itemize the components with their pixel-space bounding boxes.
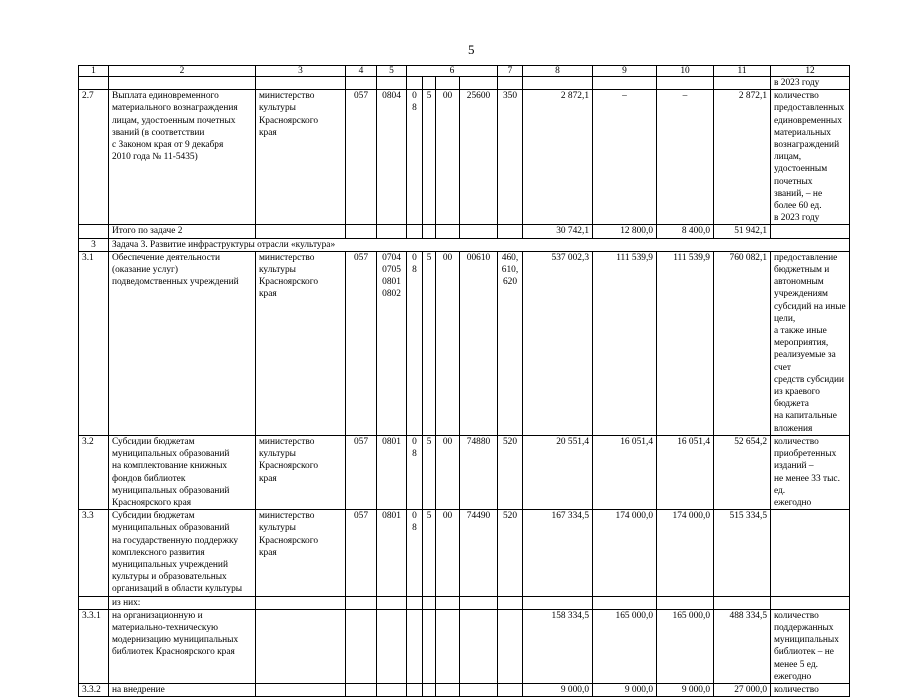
table-row: [79, 683, 850, 696]
row-rzpr: 0801: [377, 435, 407, 509]
header-cell: 3: [256, 66, 346, 77]
row-rzpr: 0704 0705 0801 0802: [377, 251, 407, 435]
total-label: Итого по задаче 2: [109, 225, 256, 238]
row-grbs: 057: [346, 90, 377, 225]
row-result: предоставление бюджетным и автономным учреждениям субсидий на иные цели, а также иные мероприятия, реализуемые за счет средств субсидии из краевого бюджета на капитальные вложения: [771, 251, 850, 435]
row-csr: 08: [407, 90, 423, 225]
row-number: 3.3.2: [79, 683, 109, 696]
row-value: –: [657, 90, 714, 225]
row-number: 2.7: [79, 90, 109, 225]
header-cell: 6: [407, 66, 498, 77]
header-cell: 10: [657, 66, 714, 77]
row-value: 52 654,2: [714, 435, 771, 509]
row-csr: 08: [407, 435, 423, 509]
row-result: количество приобретенных изданий – не менее 33 тыс. ед. ежегодно: [771, 435, 850, 509]
row-csr: 00610: [460, 251, 498, 435]
row-value: 2 872,1: [523, 90, 593, 225]
row-name: Обеспечение деятельности (оказание услуг) подведомственных учреждений: [109, 251, 256, 435]
row-csr: 5: [423, 510, 436, 596]
row-csr: 00: [436, 251, 460, 435]
row-result: количество поддержанных муниципальных библиотек – не менее 5 ед. ежегодно: [771, 609, 850, 683]
row-vr: 350: [498, 90, 523, 225]
row-csr: 08: [407, 510, 423, 596]
row-csr: 00: [436, 510, 460, 596]
row-csr: 5: [423, 251, 436, 435]
header-row: [79, 66, 850, 77]
row-name: Выплата единовременного материального вознаграждения лицам, удостоенным почетных званий (в соответствии с Законом края от 9 декабря 2010 года № 11-5435): [109, 90, 256, 225]
row-value: 760 082,1: [714, 251, 771, 435]
subheading-row: [79, 596, 850, 609]
row-number: 3.2: [79, 435, 109, 509]
row-ministry: министерство культуры Красноярского края: [256, 435, 346, 509]
row-rzpr: 0801: [377, 510, 407, 596]
row-value: 488 334,5: [714, 609, 771, 683]
task-row: [79, 238, 850, 251]
continuation-text: в 2023 году: [771, 77, 850, 90]
row-vr: 460, 610, 620: [498, 251, 523, 435]
row-value: 2 872,1: [714, 90, 771, 225]
header-cell: 4: [346, 66, 377, 77]
row-rzpr: 0804: [377, 90, 407, 225]
row-value: 174 000,0: [657, 510, 714, 596]
row-value: 165 000,0: [657, 609, 714, 683]
row-result: [771, 510, 850, 596]
row-csr: 08: [407, 251, 423, 435]
header-cell: 7: [498, 66, 523, 77]
table-row: [79, 90, 850, 225]
row-value: 9 000,0: [523, 683, 593, 696]
row-csr: 25600: [460, 90, 498, 225]
row-value: 16 051,4: [593, 435, 657, 509]
header-cell: 8: [523, 66, 593, 77]
row-csr: 5: [423, 435, 436, 509]
program-table: [78, 65, 850, 697]
row-name: на организационную и материально-техническую модернизацию муниципальных библиотек Красноярского края: [109, 609, 256, 683]
table-row: [79, 251, 850, 435]
row-csr: 00: [436, 90, 460, 225]
row-value: 9 000,0: [657, 683, 714, 696]
task-title: Задача 3. Развитие инфраструктуры отрасли «культура»: [109, 238, 850, 251]
header-cell: 1: [79, 66, 109, 77]
row-value: 165 000,0: [593, 609, 657, 683]
total-row: [79, 225, 850, 238]
row-ministry: министерство культуры Красноярского края: [256, 90, 346, 225]
row-value: 167 334,5: [523, 510, 593, 596]
row-number: 3.1: [79, 251, 109, 435]
row-result: количество предоставленных единовременных материальных вознаграждений лицам, удостоенным почетных званий, – не более 60 ед. в 2023 году: [771, 90, 850, 225]
row-name: Субсидии бюджетам муниципальных образований на государственную поддержку комплексного развития муниципальных учреждений культуры и образовательных организаций в области культуры: [109, 510, 256, 596]
row-value: 27 000,0: [714, 683, 771, 696]
header-cell: 12: [771, 66, 850, 77]
header-cell: 11: [714, 66, 771, 77]
row-ministry: министерство культуры Красноярского края: [256, 510, 346, 596]
row-name: Субсидии бюджетам муниципальных образований на комплектование книжных фондов библиотек муниципальных образований Красноярского края: [109, 435, 256, 509]
continuation-row: [79, 77, 850, 90]
row-vr: 520: [498, 510, 523, 596]
header-cell: 9: [593, 66, 657, 77]
row-value: 111 539,9: [657, 251, 714, 435]
row-number: 3.3: [79, 510, 109, 596]
row-number: 3.3.1: [79, 609, 109, 683]
page-number: 5: [468, 42, 475, 57]
row-value: –: [593, 90, 657, 225]
table-row: [79, 609, 850, 683]
table-row: [79, 510, 850, 596]
row-value: 20 551,4: [523, 435, 593, 509]
task-number: 3: [79, 238, 109, 251]
total-value: 12 800,0: [593, 225, 657, 238]
row-value: 16 051,4: [657, 435, 714, 509]
row-csr: 00: [436, 435, 460, 509]
row-grbs: 057: [346, 510, 377, 596]
row-vr: 520: [498, 435, 523, 509]
row-csr: 5: [423, 90, 436, 225]
table-row: [79, 435, 850, 509]
header-cell: 2: [109, 66, 256, 77]
row-csr: 74880: [460, 435, 498, 509]
row-ministry: министерство культуры Красноярского края: [256, 251, 346, 435]
row-value: 158 334,5: [523, 609, 593, 683]
row-result: количество: [771, 683, 850, 696]
row-csr: 74490: [460, 510, 498, 596]
row-grbs: 057: [346, 251, 377, 435]
row-value: 515 334,5: [714, 510, 771, 596]
row-value: 174 000,0: [593, 510, 657, 596]
header-cell: 5: [377, 66, 407, 77]
row-grbs: 057: [346, 435, 377, 509]
subheading-label: из них:: [109, 596, 256, 609]
row-value: 9 000,0: [593, 683, 657, 696]
total-value: 30 742,1: [523, 225, 593, 238]
row-name: на внедрение: [109, 683, 256, 696]
row-value: 537 002,3: [523, 251, 593, 435]
row-value: 111 539,9: [593, 251, 657, 435]
total-value: 8 400,0: [657, 225, 714, 238]
total-value: 51 942,1: [714, 225, 771, 238]
